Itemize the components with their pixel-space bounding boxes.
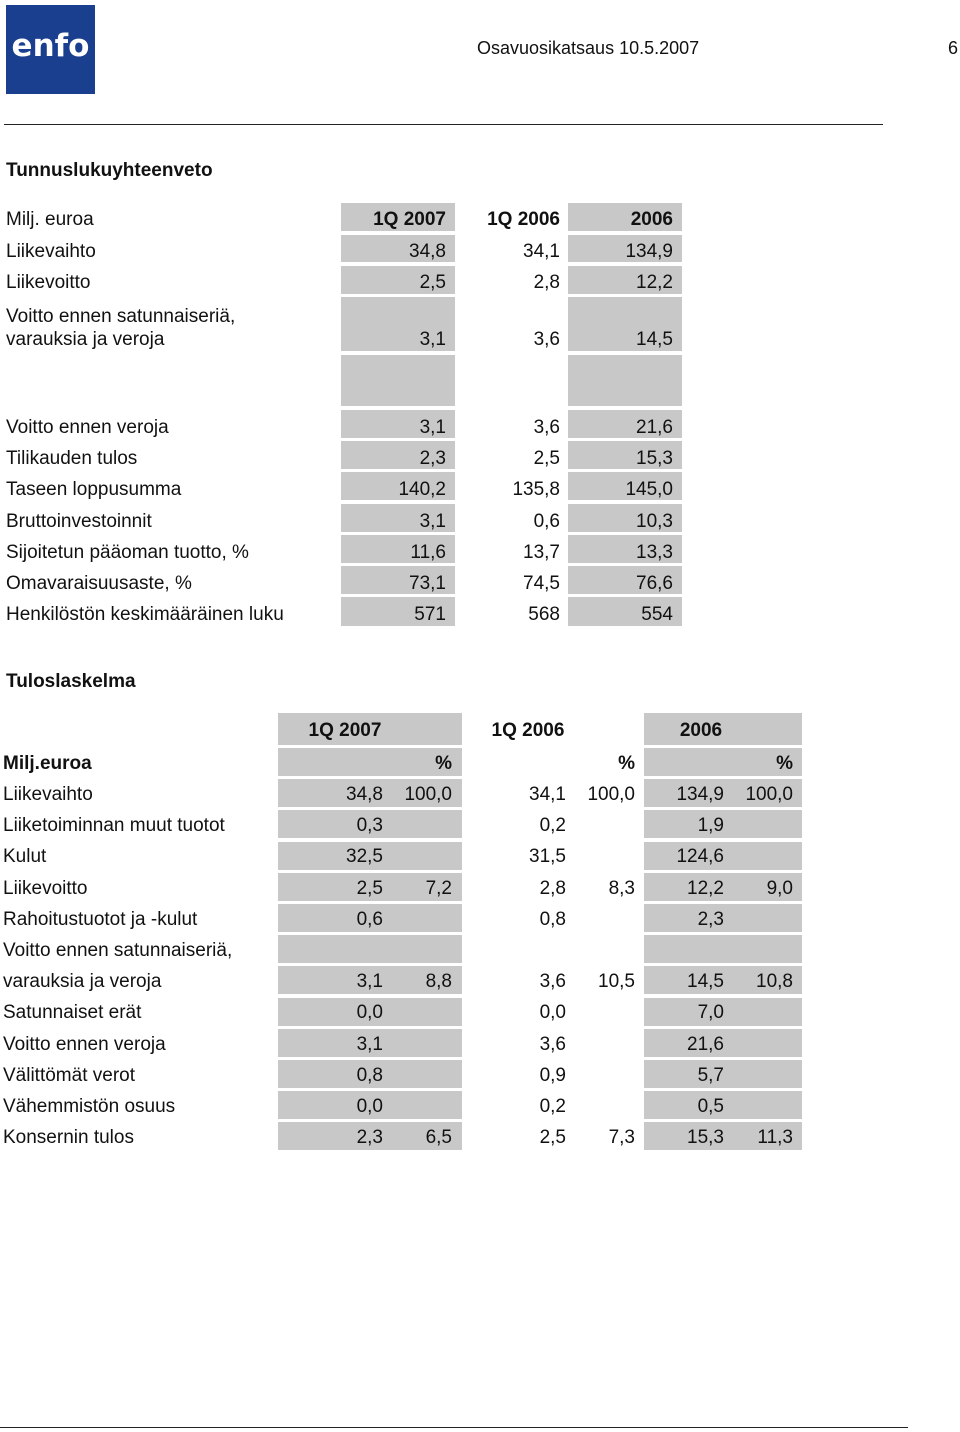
summary-value-cell: 10,3 bbox=[636, 511, 673, 532]
income-value-cell: 3,1 bbox=[356, 971, 383, 992]
summary-value-cell: 135,8 bbox=[512, 479, 560, 500]
income-value-cell: 34,8 bbox=[346, 784, 383, 805]
income-value-cell: 5,7 bbox=[697, 1065, 724, 1086]
summary-value-cell: 134,9 bbox=[625, 241, 673, 262]
summary-row-label: Henkilöstön keskimääräinen luku bbox=[6, 604, 284, 625]
income-value-cell: 0,0 bbox=[356, 1002, 383, 1023]
income-pct-cell: 100,0 bbox=[404, 784, 452, 805]
income-value-cell: 0,8 bbox=[539, 909, 566, 930]
income-pct-cell: 6,5 bbox=[425, 1127, 452, 1148]
summary-value-cell: 11,6 bbox=[410, 542, 446, 563]
income-value-cell: 12,2 bbox=[687, 878, 724, 899]
summary-row-label: Voitto ennen veroja bbox=[6, 417, 169, 438]
income-value-cell: 32,5 bbox=[346, 846, 383, 867]
income-pct-cell: 10,8 bbox=[756, 971, 793, 992]
income-column-header: 2006 bbox=[679, 720, 723, 741]
income-value-cell: 31,5 bbox=[529, 846, 566, 867]
income-pct-header: % bbox=[435, 753, 452, 774]
summary-value-cell: 3,1 bbox=[419, 417, 446, 438]
income-value-cell: 0,5 bbox=[697, 1096, 724, 1117]
summary-value-cell: 74,5 bbox=[523, 573, 560, 594]
summary-value-cell: 21,6 bbox=[636, 417, 673, 438]
summary-column-header: 2006 bbox=[630, 209, 673, 230]
income-row-label: Välittömät verot bbox=[3, 1065, 135, 1086]
income-pct-cell: 100,0 bbox=[587, 784, 635, 805]
page-number: 6 bbox=[948, 38, 959, 58]
summary-value-cell: 2,8 bbox=[533, 272, 560, 293]
summary-value-cell: 571 bbox=[414, 604, 446, 625]
income-value-cell: 21,6 bbox=[687, 1034, 724, 1055]
income-row-label: Liikevaihto bbox=[3, 784, 93, 805]
income-value-cell: 0,9 bbox=[539, 1065, 566, 1086]
summary-row-label: Tilikauden tulos bbox=[6, 448, 138, 469]
enfo-logo bbox=[6, 5, 95, 94]
summary-row-label: Liikevoitto bbox=[6, 272, 91, 293]
income-value-cell: 34,1 bbox=[529, 784, 566, 805]
summary-row-label: Bruttoinvestoinnit bbox=[6, 511, 152, 532]
income-value-cell: 1,9 bbox=[697, 815, 724, 836]
income-pct-cell: 7,2 bbox=[425, 878, 452, 899]
income-value-cell: 2,5 bbox=[539, 1127, 566, 1148]
document-title: Osavuosikatsaus 10.5.2007 bbox=[477, 38, 700, 58]
income-pct-header: % bbox=[618, 753, 635, 774]
summary-row-label: Voitto ennen satunnaiseriä, bbox=[6, 306, 236, 327]
income-value-cell: 14,5 bbox=[687, 971, 724, 992]
summary-value-cell: 76,6 bbox=[636, 573, 673, 594]
income-pct-cell: 8,8 bbox=[425, 971, 452, 992]
income-pct-header: % bbox=[776, 753, 793, 774]
income-value-cell: 0,6 bbox=[356, 909, 383, 930]
summary-shade-cell bbox=[568, 355, 682, 406]
summary-value-cell: 2,5 bbox=[533, 448, 560, 469]
summary-value-cell: 140,2 bbox=[398, 479, 446, 500]
summary-value-cell: 3,1 bbox=[419, 329, 446, 350]
summary-unit-label: Milj. euroa bbox=[6, 209, 94, 230]
income-row-label: Konsernin tulos bbox=[3, 1127, 134, 1148]
income-row-label: varauksia ja veroja bbox=[3, 971, 162, 992]
summary-value-cell: 0,6 bbox=[533, 511, 560, 532]
income-row-label: Satunnaiset erät bbox=[3, 1002, 142, 1023]
income-pct-cell: 9,0 bbox=[766, 878, 793, 899]
summary-column-header: 1Q 2006 bbox=[487, 209, 560, 230]
income-pct-cell: 11,3 bbox=[757, 1127, 793, 1148]
summary-value-cell: 2,5 bbox=[419, 272, 446, 293]
income-shade-cell bbox=[644, 935, 802, 963]
summary-value-cell: 3,1 bbox=[419, 511, 446, 532]
income-row-label: Voitto ennen veroja bbox=[3, 1034, 166, 1055]
income-value-cell: 3,6 bbox=[539, 971, 566, 992]
income-value-cell: 3,6 bbox=[539, 1034, 566, 1055]
income-value-cell: 7,0 bbox=[697, 1002, 724, 1023]
logo-text: enfo bbox=[11, 27, 90, 64]
income-value-cell: 0,8 bbox=[356, 1065, 383, 1086]
summary-row-label: Sijoitetun pääoman tuotto, % bbox=[6, 542, 249, 563]
summary-row-label: Taseen loppusumma bbox=[6, 479, 182, 500]
income-row-label: Liikevoitto bbox=[3, 878, 88, 899]
summary-value-cell: 34,1 bbox=[523, 241, 560, 262]
summary-value-cell: 2,3 bbox=[419, 448, 446, 469]
summary-row-label: Omavaraisuusaste, % bbox=[6, 573, 192, 594]
income-row-label: Kulut bbox=[3, 846, 47, 867]
summary-value-cell: 14,5 bbox=[636, 329, 673, 350]
summary-value-cell: 12,2 bbox=[636, 272, 673, 293]
header-divider bbox=[4, 124, 883, 125]
income-value-cell: 2,5 bbox=[356, 878, 383, 899]
income-pct-cell: 10,5 bbox=[598, 971, 635, 992]
income-row-label: Rahoitustuotot ja -kulut bbox=[3, 909, 198, 930]
income-row-label: Vähemmistön osuus bbox=[3, 1096, 176, 1117]
summary-value-cell: 554 bbox=[641, 604, 673, 625]
income-row-label: Liiketoiminnan muut tuotot bbox=[3, 815, 225, 836]
income-value-cell: 2,8 bbox=[539, 878, 566, 899]
income-value-cell: 0,0 bbox=[539, 1002, 566, 1023]
income-pct-cell: 7,3 bbox=[608, 1127, 635, 1148]
summary-row-label: varauksia ja veroja bbox=[6, 329, 165, 350]
income-value-cell: 134,9 bbox=[676, 784, 724, 805]
summary-value-cell: 73,1 bbox=[409, 573, 446, 594]
income-value-cell: 0,2 bbox=[539, 1096, 566, 1117]
summary-shade-cell bbox=[341, 355, 455, 406]
income-title: Tuloslaskelma bbox=[6, 671, 136, 692]
income-value-cell: 2,3 bbox=[697, 909, 724, 930]
income-value-cell: 3,1 bbox=[356, 1034, 383, 1055]
summary-value-cell: 13,3 bbox=[636, 542, 673, 563]
income-value-cell: 0,3 bbox=[356, 815, 383, 836]
income-pct-cell: 100,0 bbox=[745, 784, 793, 805]
summary-title: Tunnuslukuyhteenveto bbox=[6, 160, 213, 181]
footer-divider bbox=[0, 1427, 908, 1428]
income-value-cell: 15,3 bbox=[687, 1127, 724, 1148]
summary-row-label: Liikevaihto bbox=[6, 241, 96, 262]
summary-column-header: 1Q 2007 bbox=[373, 209, 446, 230]
summary-value-cell: 13,7 bbox=[523, 542, 560, 563]
income-unit-label: Milj.euroa bbox=[3, 753, 92, 774]
income-value-cell: 0,2 bbox=[539, 815, 566, 836]
summary-value-cell: 3,6 bbox=[533, 417, 560, 438]
income-value-cell: 2,3 bbox=[356, 1127, 383, 1148]
income-pct-cell: 8,3 bbox=[608, 878, 635, 899]
summary-value-cell: 34,8 bbox=[409, 241, 446, 262]
income-shade-cell bbox=[278, 935, 462, 963]
summary-value-cell: 568 bbox=[528, 604, 560, 625]
income-row-label: Voitto ennen satunnaiseriä, bbox=[3, 940, 233, 961]
summary-value-cell: 15,3 bbox=[636, 448, 673, 469]
summary-value-cell: 145,0 bbox=[625, 479, 673, 500]
income-value-cell: 0,0 bbox=[356, 1096, 383, 1117]
income-column-header: 1Q 2007 bbox=[308, 720, 382, 741]
income-value-cell: 124,6 bbox=[676, 846, 724, 867]
income-column-header: 1Q 2006 bbox=[491, 720, 565, 741]
summary-value-cell: 3,6 bbox=[533, 329, 560, 350]
